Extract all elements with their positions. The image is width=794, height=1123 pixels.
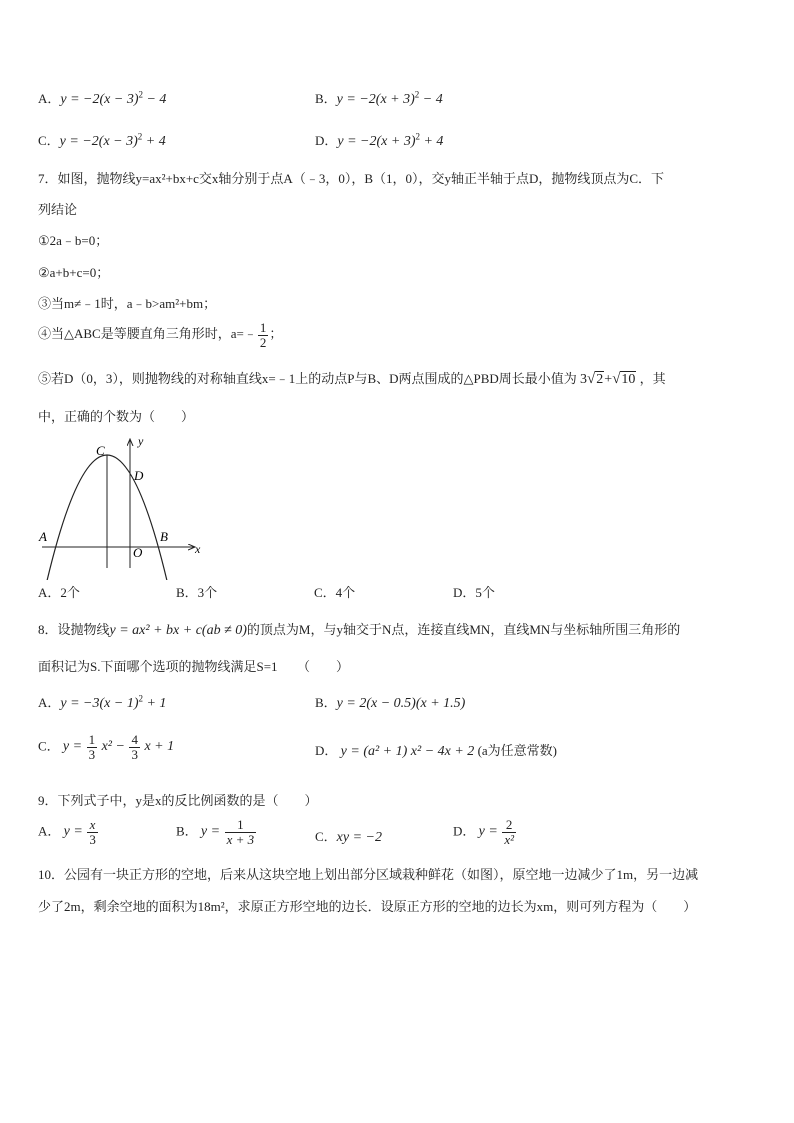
q7-statement-4: ④当△ABC是等腰直角三角形时，a=﹣ $\frac{1}{2}$ ； [38,320,283,350]
q6-option-d: D．$y = -2(x + 3)^2 + 4$ [315,131,444,149]
q8-option-b: B．y = 2(x − 0.5)(x + 1.5) [315,695,466,711]
q7-option-b: B．3个 [176,585,218,600]
label-B: B [160,529,168,544]
label-A: A [39,529,47,544]
label-y: y [138,434,144,448]
q7-statement-3: ③当m≠﹣1时，a﹣b>am²+bm； [38,296,217,311]
q7-parabola-figure [34,430,214,580]
q8-stem-line1: 8．设抛物线y = ax² + bx + c(ab ≠ 0)的顶点为M，与y轴交于N点，连接直线MN，直线MN与坐标轴所围三角形的 [38,622,681,638]
q9-option-c: C．xy = −2 [315,829,382,845]
q7-option-c: C．4个 [314,585,356,600]
q7-statement-1: ①2a﹣b=0； [38,233,109,248]
q10-stem-line1: 10．公园有一块正方形的空地，后来从这块空地上划出部分区域栽种鲜花（如图），原空地一边减少了1m，另一边减 [38,867,699,882]
q7-option-a: A．2个 [38,585,80,600]
q10-stem-line2: 少了2m，剩余空地的面积为18m²，求原正方形空地的边长．设原正方形的空地的边长为xm，则可列方程为（ ） [38,899,697,914]
label-C: C [96,443,105,458]
q8-option-a: A．$y = -3(x - 1)^2 + 1$ [38,693,167,711]
q9-option-d: D． y = $\frac{2}{\text{x²}}$ [453,817,514,847]
q7-statement-5: ⑤若D（0，3），则抛物线的对称轴直线x=﹣1上的动点P与B、D两点围成的△PBD周长最小值为 3√2+√10 ，其 [38,371,666,387]
q9-option-a: A． y = $\frac{x}{3}$ [38,817,96,847]
label-O: O [133,545,143,560]
label-D: D [134,468,144,483]
q8-stem-line2: 面积记为S.下面哪个选项的抛物线满足S=1 （ ） [38,659,350,674]
q7-statement-2: ②a+b+c=0； [38,265,110,280]
q7-stem-line1: 7．如图，抛物线y=ax²+bx+c交x轴分别于点A（﹣3，0），B（1，0），交y轴正半轴于点D，抛物线顶点为C．下 [38,171,665,186]
q6-option-a: A．$y = -2(x - 3)^2 - 4$ [38,89,167,107]
q7-stem-line2: 列结论 [38,202,78,217]
q8-option-d: D． y = (a² + 1) x² − 4x + 2 (a为任意常数) [315,743,557,759]
q6-option-b: B．$y = -2(x + 3)^2 - 4$ [315,89,443,107]
q7-stem-end: 中，正确的个数为（ ） [38,409,195,424]
q9-stem: 9．下列式子中，y是x的反比例函数的是（ ） [38,793,318,808]
q8-option-c: C． y = $\frac{1}{3}$ x² − $\frac{4}{3}$ x + 1 [38,732,175,762]
q6-option-c: C．$y = -2(x - 3)^2 + 4$ [38,131,166,149]
label-x: x [195,542,201,556]
q7-option-d: D．5个 [453,585,495,600]
q9-option-b: B． y = $\frac{1}{x + 3}$ [176,817,255,847]
